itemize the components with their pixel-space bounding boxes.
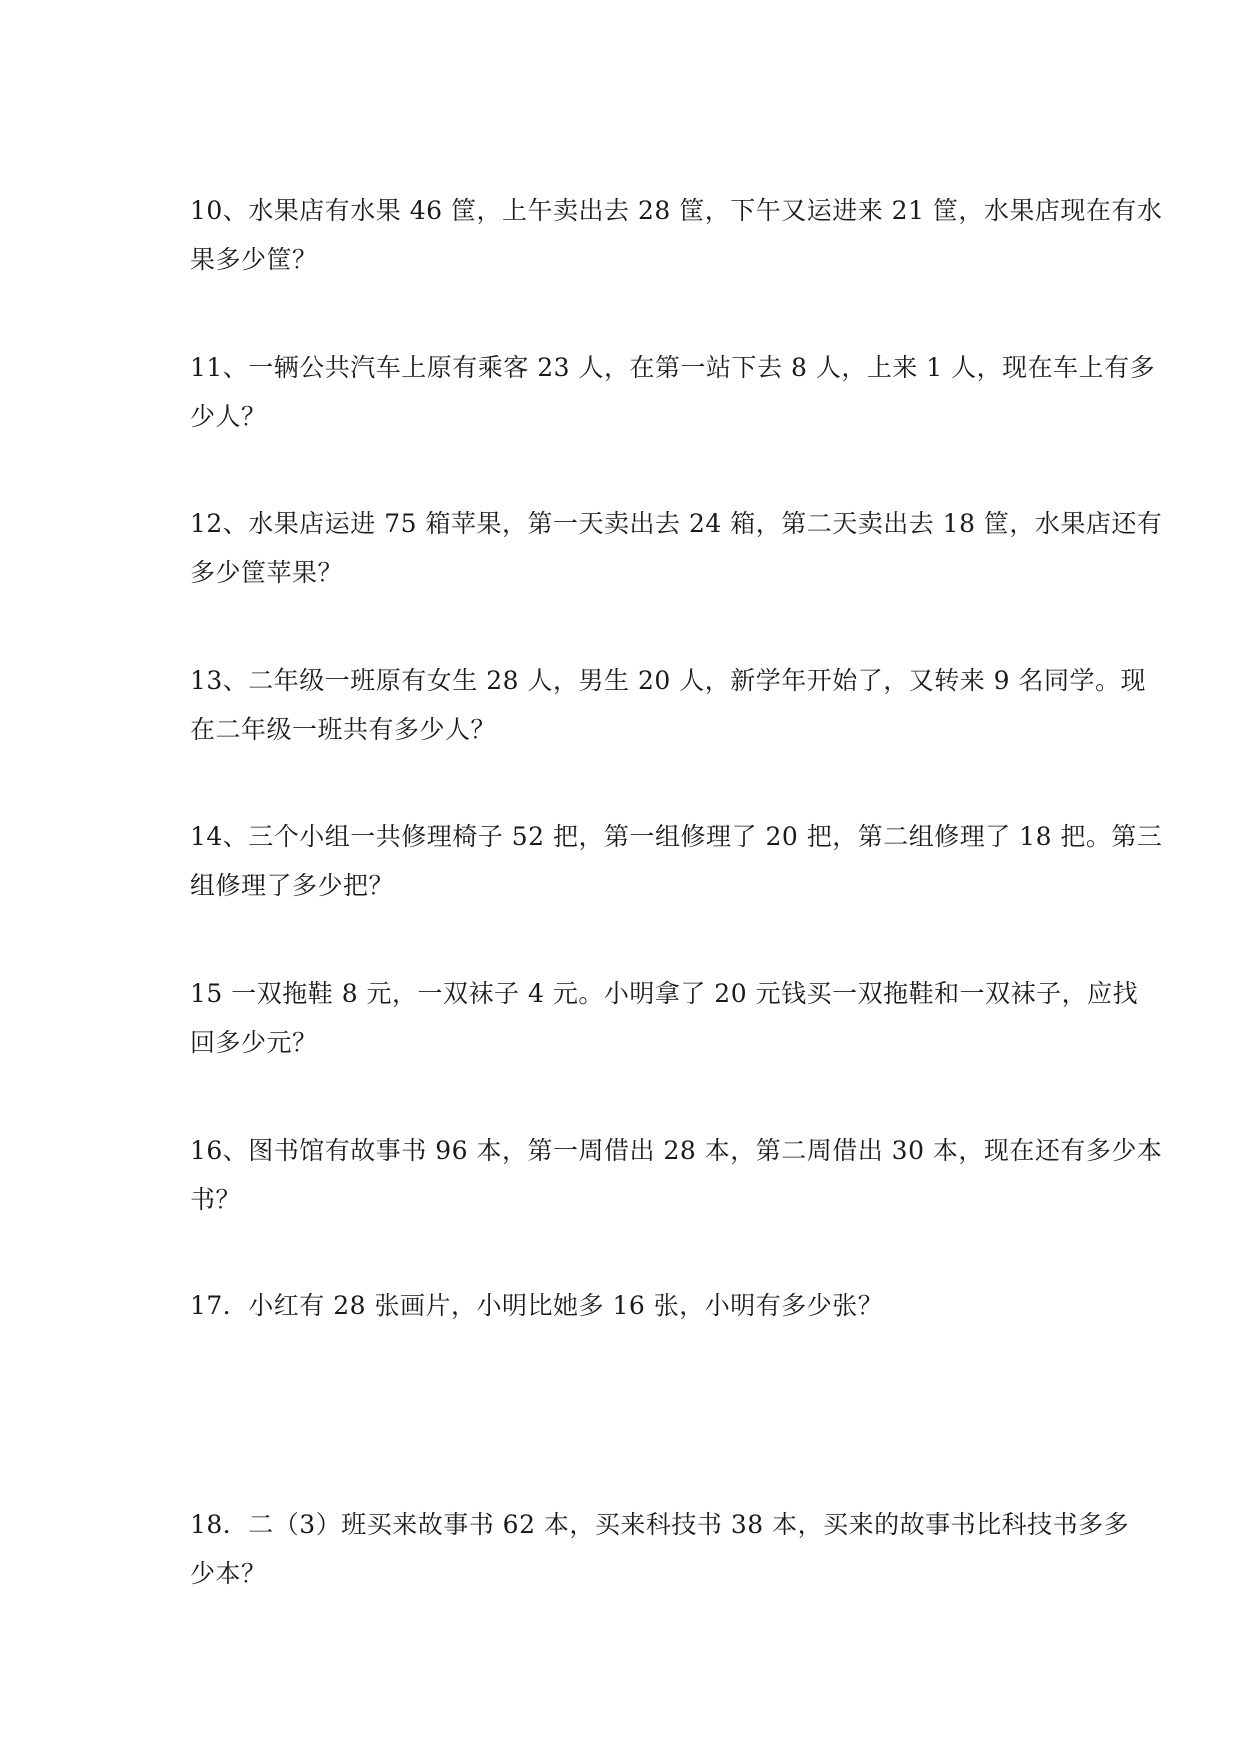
problem-text-line: 书？ [190,1185,242,1214]
problem-12 [190,499,1163,597]
problem-text-line: 回多少元？ [190,1028,318,1057]
problem-17 [190,1281,1070,1330]
problem-text-line: 少本？ [190,1559,267,1588]
problem-15 [190,969,1139,1067]
problem-13 [190,656,1147,754]
problem-text-line: 10、水果店有水果 46 筐，上午卖出去 28 筐，下午又运进来 21 筐，水果店现在有水 [190,196,1163,225]
problem-10 [190,186,1163,284]
problem-text-line: 18．二（3）班买来故事书 62 本，买来科技书 38 本，买来的故事书比科技书多多 [190,1510,1130,1539]
problem-text-line: 12、水果店运进 75 箱苹果，第一天卖出去 24 箱，第二天卖出去 18 筐，水果店还有 [190,509,1163,538]
problem-text-line: 在二年级一班共有多少人？ [190,715,497,744]
problem-text-line: 果多少筐？ [190,245,318,274]
problem-text-line: 15 一双拖鞋 8 元，一双袜子 4 元。小明拿了 20 元钱买一双拖鞋和一双袜子，应找 [190,979,1139,1008]
problem-text-line: 14、三个小组一共修理椅子 52 把，第一组修理了 20 把，第二组修理了 18 把。第三 [190,822,1163,851]
problem-text-line: 组修理了多少把？ [190,871,395,900]
problem-11 [190,343,1156,441]
problem-text-line: 16、图书馆有故事书 96 本，第一周借出 28 本，第二周借出 30 本，现在还有多少本 [190,1136,1163,1165]
problem-text-line: 11、一辆公共汽车上原有乘客 23 人，在第一站下去 8 人，上来 1 人，现在车上有多 [190,353,1156,382]
problem-18 [190,1500,1130,1598]
problem-14 [190,812,1163,910]
problem-text-line: 多少筐苹果？ [190,558,344,587]
problem-text-line: 17．小红有 28 张画片，小明比她多 16 张，小明有多少张？ [190,1291,884,1320]
problem-text-line: 少人？ [190,402,267,431]
problem-text-line: 13、二年级一班原有女生 28 人，男生 20 人，新学年开始了，又转来 9 名同学。现 [190,666,1147,695]
problem-16 [190,1126,1163,1224]
